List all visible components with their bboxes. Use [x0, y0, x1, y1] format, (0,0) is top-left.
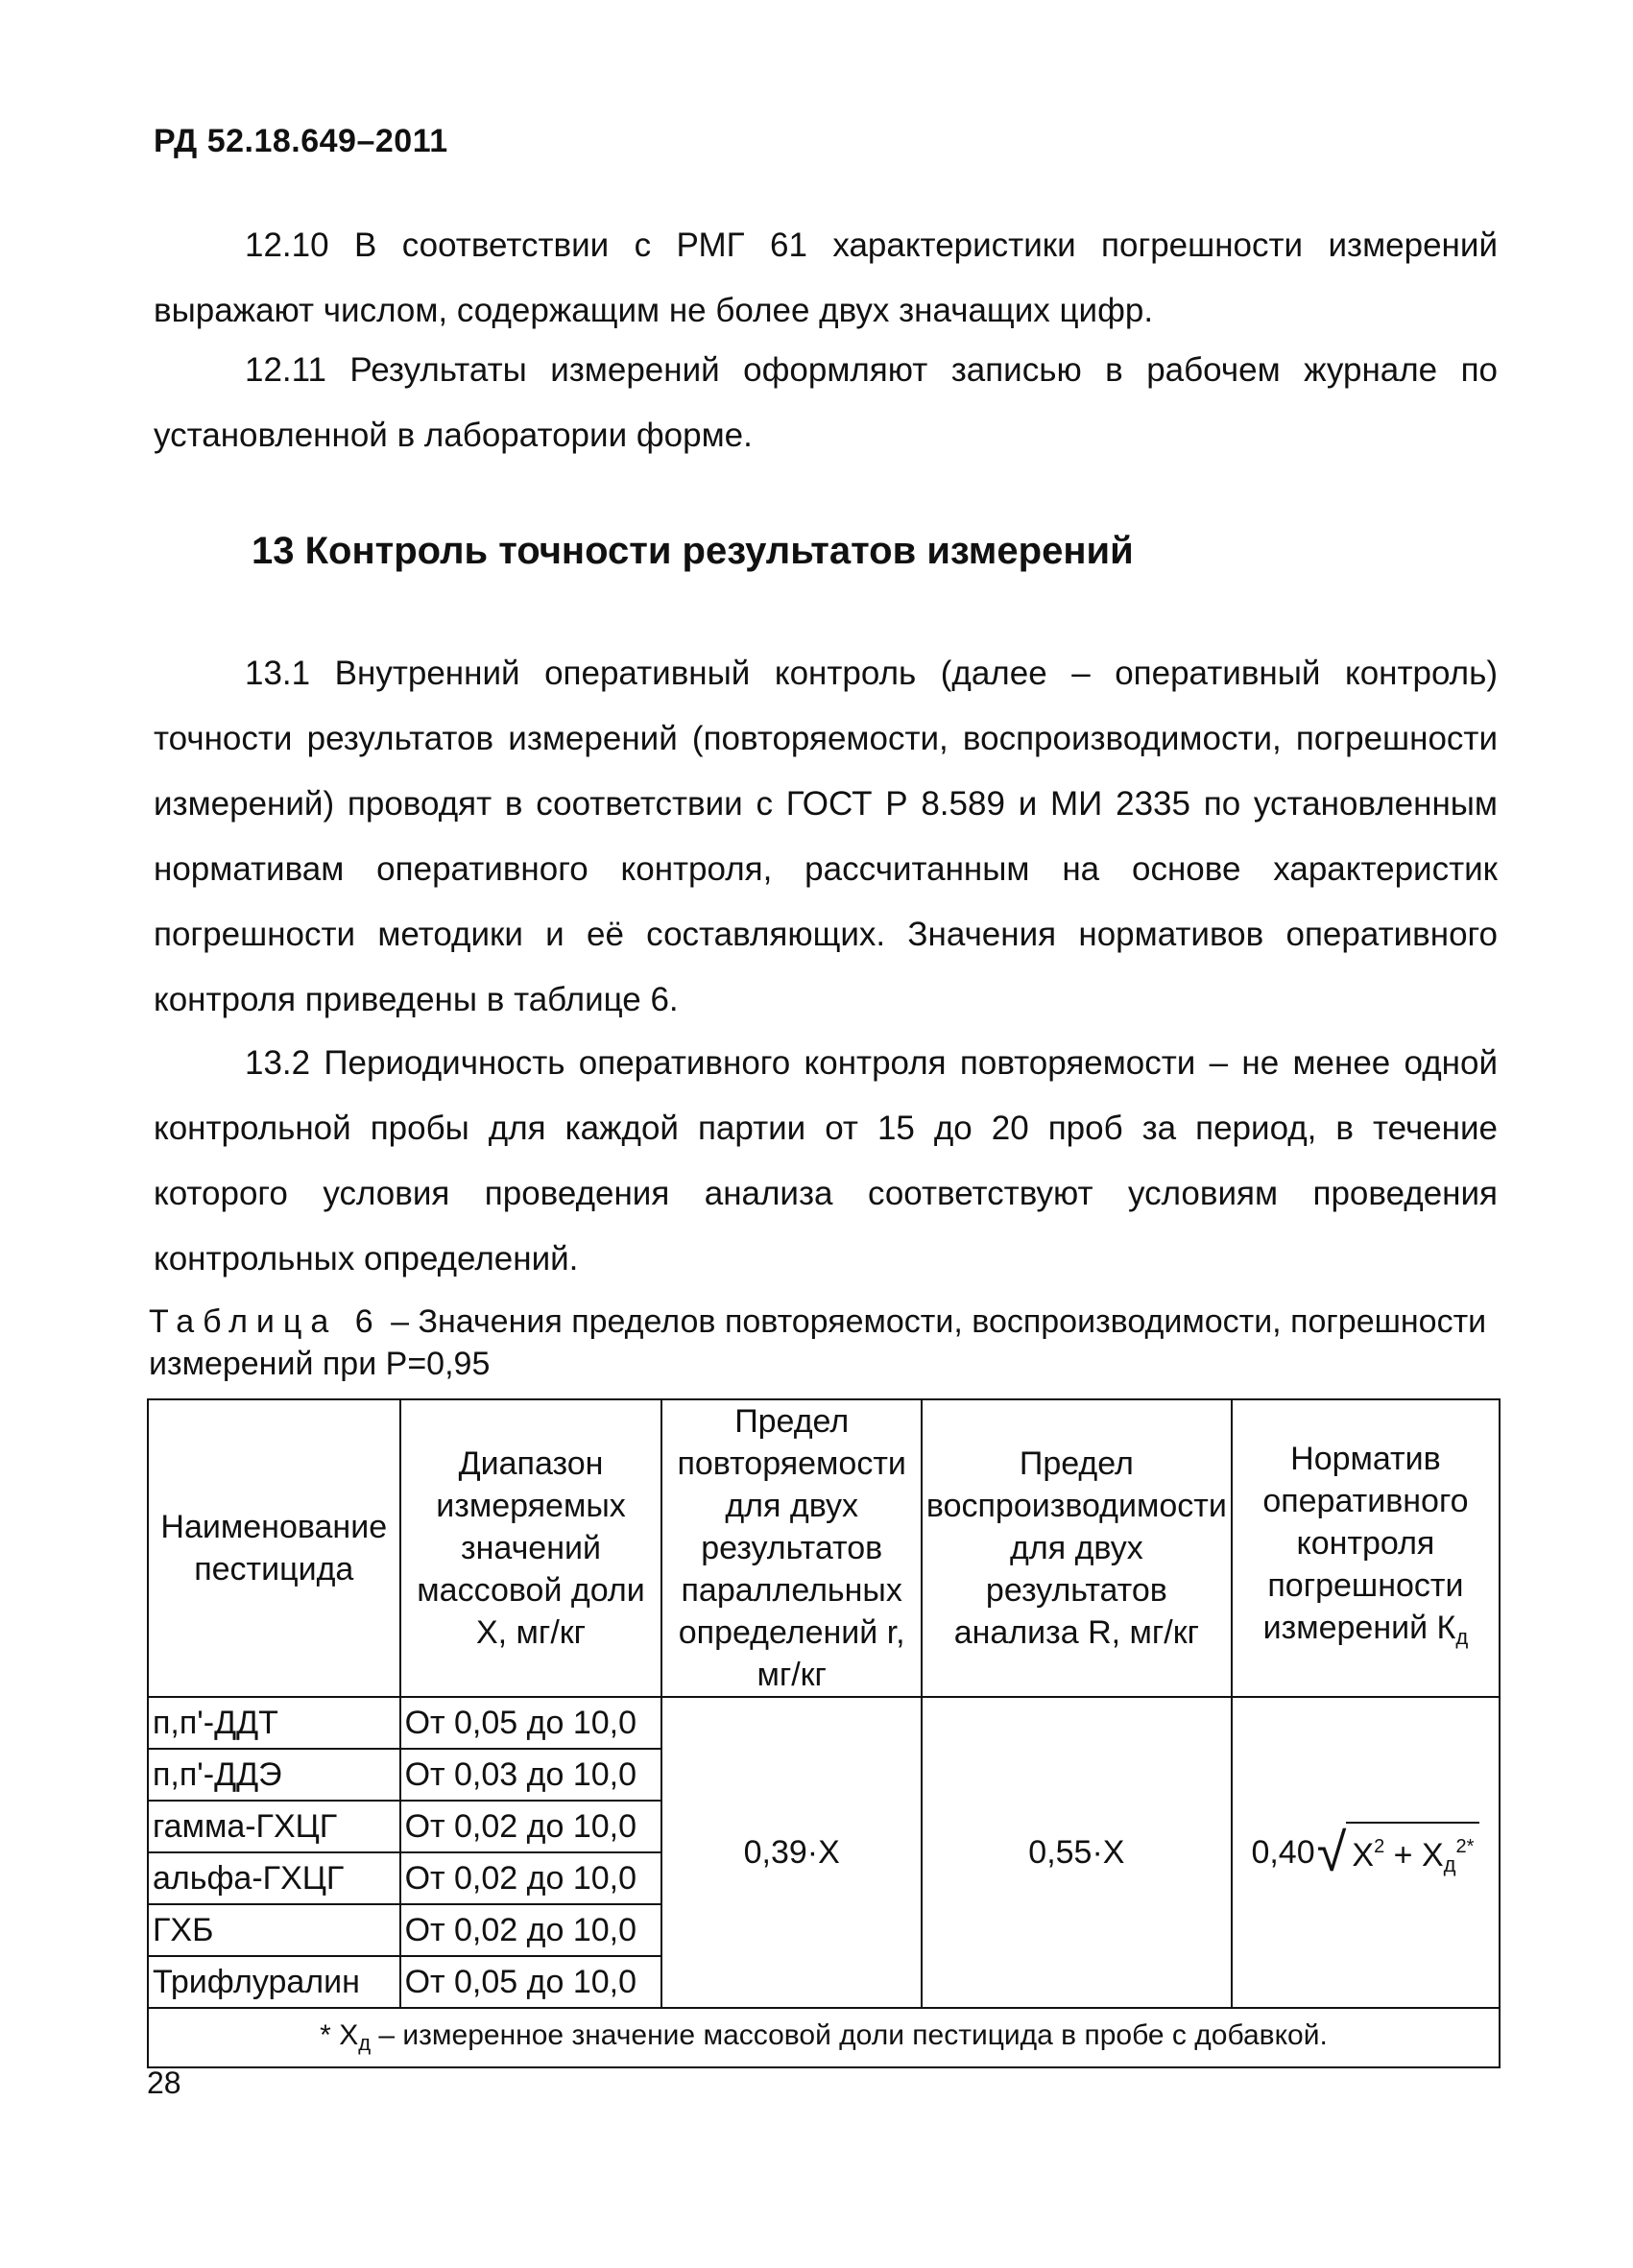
- norm-formula-cell: [1232, 1697, 1500, 2008]
- paragraph-12-11: [154, 338, 1498, 468]
- header-repeatability: Предел повторяемости для двух результатов параллельных определений r, мг/кг: [661, 1399, 921, 1697]
- table-footnote-row: [148, 2008, 1500, 2067]
- repeatability-value: 0,39·Х: [661, 1697, 921, 2008]
- header-reproducibility: Предел воспроизводимости для двух результатов анализа R, мг/кг: [922, 1399, 1232, 1697]
- formula-x: Х: [1352, 1836, 1375, 1874]
- pesticide-name: альфа-ГХЦГ: [148, 1852, 400, 1904]
- header-name: Наименование пестицида: [148, 1399, 400, 1697]
- pesticide-name: Трифлуралин: [148, 1956, 400, 2008]
- formula-radicand: [1346, 1822, 1479, 1884]
- table-row: [148, 1697, 1500, 1749]
- section-heading: 13 Контроль точности результатов измерений: [252, 530, 1134, 572]
- formula-xd-sup: 2*: [1455, 1835, 1475, 1857]
- page-number: 28: [147, 2065, 181, 2100]
- norm-formula: [1251, 1822, 1479, 1884]
- header-norm-subscript: д: [1455, 1625, 1469, 1649]
- pesticide-name: п,п'-ДДЭ: [148, 1749, 400, 1801]
- range-value: От 0,05 до 10,0: [400, 1697, 662, 1749]
- table-caption-text: – Значения пределов повторяемости, воспроизводимости, погрешности измерений при Р=0,95: [149, 1303, 1487, 1382]
- reproducibility-value: 0,55·Х: [922, 1697, 1232, 2008]
- document-code: РД 52.18.649–2011: [154, 123, 448, 159]
- range-value: От 0,03 до 10,0: [400, 1749, 662, 1801]
- header-norm: [1232, 1399, 1500, 1697]
- footnote-x: Х: [339, 2019, 359, 2051]
- formula-xd: Х: [1421, 1836, 1444, 1874]
- table-caption-label: Таблица 6: [149, 1303, 382, 1340]
- range-value: От 0,02 до 10,0: [400, 1852, 662, 1904]
- pesticide-name: ГХБ: [148, 1904, 400, 1956]
- paragraph-13-2: [154, 1031, 1498, 1292]
- footnote-x-sub: д: [358, 2031, 372, 2055]
- paragraph-13-1: [154, 641, 1498, 1033]
- pesticide-name: гамма-ГХЦГ: [148, 1801, 400, 1852]
- range-value: От 0,02 до 10,0: [400, 1801, 662, 1852]
- footnote-star: *: [320, 2019, 331, 2051]
- range-value: От 0,02 до 10,0: [400, 1904, 662, 1956]
- footnote-text: – измеренное значение массовой доли пестицида в пробе с добавкой.: [371, 2019, 1328, 2051]
- paragraph-13-1-text: 13.1 Внутренний оперативный контроль (далее – оперативный контроль) точности результатов измерений (повторяемости, воспроизводимости, погрешности измерений) проводят в соответствии с ГОСТ Р 8.589 и МИ 2335 по установленным нормативам оперативного контроля, рассчитанным на основе характеристик погрешности методики и её составляющих. Значения нормативов оперативного контроля приведены в таблице 6.: [154, 655, 1498, 1018]
- formula-x-sup: 2: [1374, 1835, 1385, 1857]
- values-table: [147, 1398, 1501, 2068]
- table-caption: [149, 1301, 1512, 1385]
- pesticide-name: п,п'-ДДТ: [148, 1697, 400, 1749]
- paragraph-12-11-text: 12.11 Результаты измерений оформляют записью в рабочем журнале по установленной в лаборатории форме.: [154, 351, 1498, 454]
- paragraph-12-10-text: 12.10 В соответствии с РМГ 61 характеристики погрешности измерений выражают числом, содержащим не более двух значащих цифр.: [154, 227, 1498, 329]
- paragraph-12-10: [154, 213, 1498, 344]
- header-norm-text: Норматив оперативного контроля погрешности измерений К: [1262, 1441, 1469, 1646]
- formula-xd-sub: д: [1443, 1851, 1456, 1876]
- formula-coefficient: 0,40: [1251, 1833, 1315, 1871]
- formula-plus: +: [1393, 1836, 1413, 1874]
- square-root-icon: √: [1316, 1822, 1347, 1882]
- paragraph-13-2-text: 13.2 Периодичность оперативного контроля повторяемости – не менее одной контрольной пробы для каждой партии от 15 до 20 проб за период, в течение которого условия проведения анализа соответствуют условиям проведения контрольных определений.: [154, 1044, 1498, 1277]
- table-footnote: [148, 2008, 1500, 2067]
- table-header-row: [148, 1399, 1500, 1697]
- header-range: Диапазон измеряемых значений массовой доли Х, мг/кг: [400, 1399, 662, 1697]
- range-value: От 0,05 до 10,0: [400, 1956, 662, 2008]
